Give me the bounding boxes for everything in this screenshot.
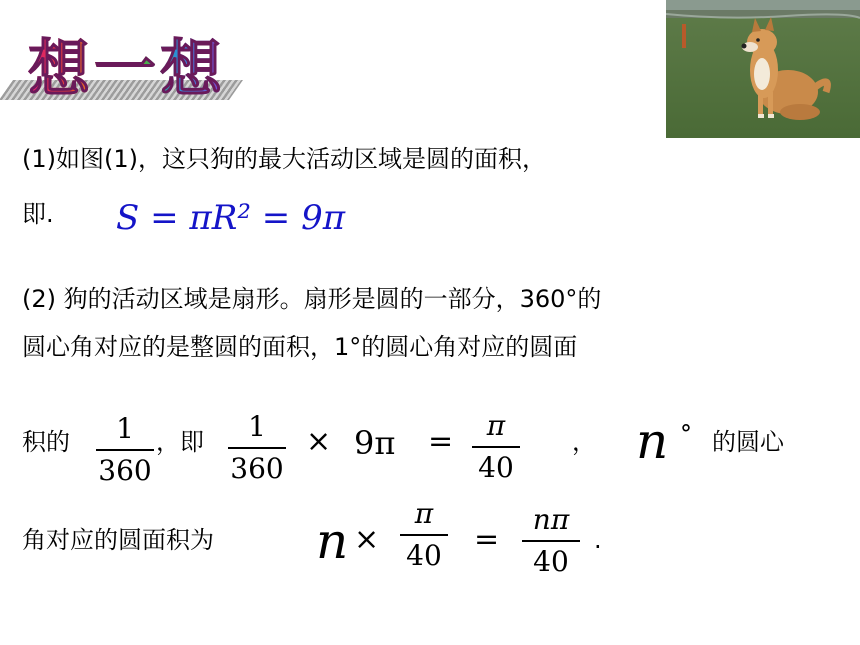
p2-line3-text3: 的圆心 [712,428,784,456]
fraction-bar [228,447,286,449]
fraction-denominator: 360 [98,453,152,487]
fraction-numerator: nπ [532,503,570,536]
fraction-denominator: 40 [406,538,442,572]
p2-line3-text2: ，即 [156,428,204,456]
p2-line4-text: 角对应的圆面积为 [22,526,214,554]
p2-line2: 圆心角对应的是整圆的面积，1°的圆心角对应的圆面 [22,333,578,361]
fraction-pi-40-b [400,497,448,572]
dog-on-grass-photo [666,0,860,138]
line3-comma: ， [572,428,596,456]
equals-sign: = [428,424,454,459]
area-formula: S = πR² = 9π [116,198,346,238]
fraction-1-360-b [228,410,286,485]
nine-pi: 9π [354,424,396,462]
fraction-1-360 [96,412,154,487]
variable-n-2: n [316,512,349,570]
fraction-denominator: 360 [230,451,284,485]
equals-sign-2: = [474,522,500,557]
fraction-denominator: 40 [533,544,569,578]
fraction-numerator: 1 [116,412,134,445]
title-block [0,20,250,110]
fraction-numerator: π [486,409,506,442]
fraction-numerator: π [414,497,434,530]
fraction-npi-40 [522,503,580,578]
page-title: 想一想 [28,32,227,105]
variable-n: n [636,412,669,470]
fraction-bar [522,540,580,542]
fraction-numerator: 1 [248,410,266,443]
p1-line1: (1)如图(1)，这只狗的最大活动区域是圆的面积， [22,145,546,173]
fraction-denominator: 40 [478,450,514,484]
p1-line2: 即. [22,200,54,228]
fraction-bar [96,449,154,451]
line4-period: . [594,526,602,554]
fraction-bar [472,446,520,448]
p2-line1: (2) 狗的活动区域是扇形。扇形是圆的一部分，360°的 [22,285,602,313]
degree-sign: ° [680,420,692,448]
times-sign: × [306,424,332,459]
times-sign-2: × [354,522,380,557]
p2-line3-text1: 积的 [22,428,70,456]
fraction-pi-40 [472,409,520,484]
fraction-bar [400,534,448,536]
dog-photo [666,0,860,138]
